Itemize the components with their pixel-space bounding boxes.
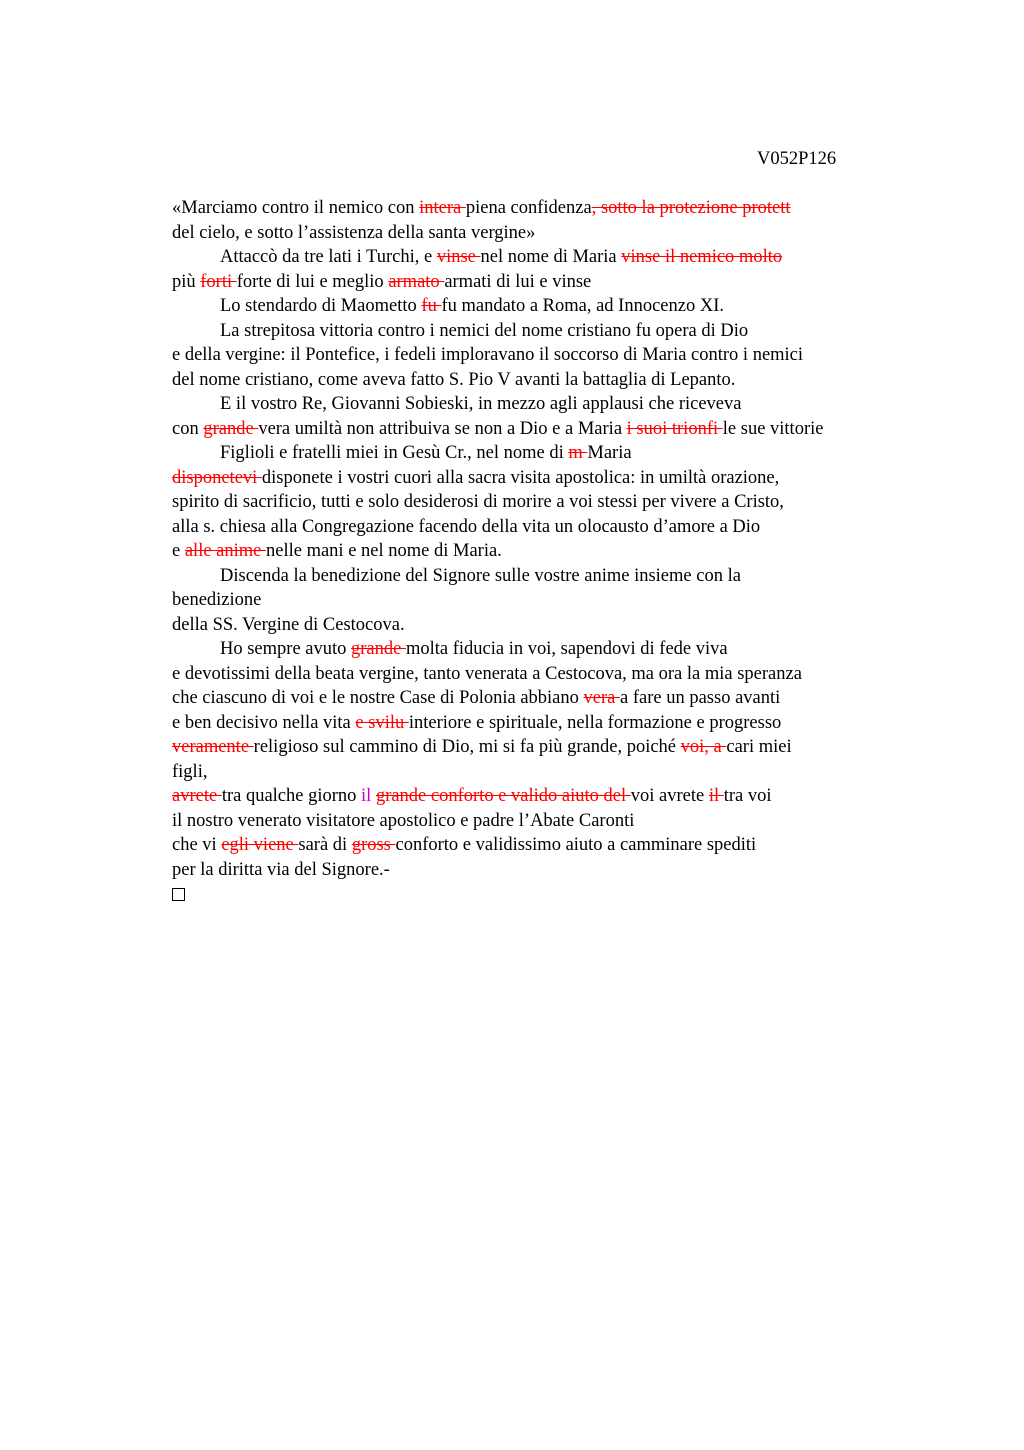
text-segment: della SS. Vergine di Cestocova. <box>172 614 405 635</box>
deleted-text: vinse il nemico molto <box>621 247 783 267</box>
text-line <box>172 735 972 760</box>
text-segment: e ben decisivo nella vita <box>172 712 356 733</box>
text-line <box>172 637 972 662</box>
text-segment: tra voi <box>723 786 772 806</box>
text-segment: forte di lui e meglio <box>236 271 389 292</box>
text-segment: e <box>172 541 185 561</box>
text-segment: disponete i vostri cuori alla sacra visita apostolica: in umiltà orazione, <box>261 467 780 488</box>
text-segment: vera umiltà non attribuiva se non a Dio e a Maria <box>258 418 627 439</box>
deleted-text: grande <box>203 418 259 439</box>
text-segment: interiore e spirituale, nella formazione e progresso <box>408 712 782 733</box>
text-line <box>172 809 972 834</box>
deleted-text: vinse <box>436 247 481 267</box>
page-identifier: V052P126 <box>757 149 837 169</box>
text-segment: e della vergine: il Pontefice, i fedeli imploravano il soccorso di Maria contro i nemici <box>172 345 804 365</box>
text-segment: Attaccò da tre lati i Turchi, e <box>220 247 437 267</box>
text-segment: del nome cristiano, come aveva fatto S. Pio V avanti la battaglia di Lepanto. <box>172 369 736 390</box>
deleted-text: gross <box>351 835 396 855</box>
text-line <box>172 294 972 319</box>
text-segment: voi avrete <box>630 786 709 806</box>
text-segment: con <box>172 418 204 439</box>
text-line <box>172 466 972 491</box>
text-segment: piena confidenza <box>465 198 592 218</box>
text-segment: spirito di sacrificio, tutti e solo desiderosi di morire a voi stessi per vivere a Cristo, <box>172 492 784 512</box>
text-segment: del cielo, e sotto l’assistenza della santa vergine» <box>172 222 536 243</box>
text-line <box>172 319 972 344</box>
deleted-text: disponetevi <box>172 467 262 488</box>
text-segment: «Marciamo contro il nemico con <box>172 198 420 218</box>
text-line <box>172 833 972 858</box>
deleted-text: intera <box>419 198 466 218</box>
text-segment: le sue vittorie <box>722 418 824 439</box>
text-line <box>172 490 972 515</box>
text-segment: Discenda la benedizione del Signore sulle vostre anime insieme con la <box>220 565 741 586</box>
text-line <box>172 221 972 246</box>
text-segment: conforto e validissimo aiuto a camminare spediti <box>395 835 757 855</box>
text-line <box>172 196 972 221</box>
text-segment: tra qualche giorno <box>221 786 362 806</box>
text-line <box>172 588 972 613</box>
text-line <box>172 441 972 466</box>
text-line <box>172 711 972 736</box>
text-segment: nel nome di Maria <box>480 247 622 267</box>
deleted-text: armato <box>388 271 445 292</box>
deleted-text: grande conforto e valido aiuto del <box>375 786 631 806</box>
text-segment: Lo stendardo di Maometto <box>220 296 422 316</box>
text-line <box>172 539 972 564</box>
text-line <box>172 392 972 417</box>
text-segment: per la diritta via del Signore.- <box>172 859 390 880</box>
deleted-text: il <box>708 786 724 806</box>
text-segment: Figlioli e fratelli miei in Gesù Cr., nel nome di <box>220 443 569 463</box>
inserted-text: il <box>361 786 372 806</box>
deleted-text: i suoi trionfi <box>626 418 723 439</box>
deleted-text: alle anime <box>184 541 266 561</box>
deleted-text: voi, a <box>680 737 727 757</box>
text-line <box>172 662 972 687</box>
text-line <box>172 613 972 638</box>
deleted-text: egli viene <box>221 835 299 855</box>
deleted-text: fu <box>421 296 442 316</box>
text-line <box>172 270 972 295</box>
text-line <box>172 686 972 711</box>
text-segment: Maria <box>587 443 632 463</box>
text-segment: nelle mani e nel nome di Maria. <box>266 541 502 561</box>
text-line <box>172 784 972 809</box>
text-segment: il nostro venerato visitatore apostolico e padre l’Abate Caronti <box>172 810 635 831</box>
text-line <box>172 515 972 540</box>
end-mark-line <box>172 882 972 907</box>
text-segment: cari miei <box>726 737 792 757</box>
text-segment: a fare un passo avanti <box>620 688 781 708</box>
text-segment: E il vostro Re, Giovanni Sobieski, in mezzo agli applausi che riceveva <box>220 394 742 414</box>
empty-box-icon <box>172 888 185 901</box>
text-line <box>172 245 972 270</box>
deleted-text: , sotto la protezione protett <box>591 198 791 218</box>
deleted-text: m <box>568 443 588 463</box>
text-line <box>172 564 972 589</box>
text-line <box>172 417 972 442</box>
text-segment: figli, <box>172 761 208 782</box>
text-segment: alla s. chiesa alla Congregazione facendo della vita un olocausto d’amore a Dio <box>172 516 761 537</box>
text-segment: che ciascuno di voi e le nostre Case di Polonia abbiano <box>172 688 584 708</box>
text-segment: e devotissimi della beata vergine, tanto venerata a Cestocova, ma ora la mia speranza <box>172 663 802 684</box>
text-segment: La strepitosa vittoria contro i nemici del nome cristiano fu opera di Dio <box>220 320 749 341</box>
text-line <box>172 760 972 785</box>
deleted-text: avrete <box>172 786 222 806</box>
text-line <box>172 368 972 393</box>
deleted-text: grande <box>351 639 406 659</box>
deleted-text: forti <box>200 271 237 292</box>
document-body <box>172 196 972 907</box>
text-segment: armati di lui e vinse <box>444 271 592 292</box>
text-segment: sarà di <box>298 835 352 855</box>
text-segment: molta fiducia in voi, sapendovi di fede viva <box>405 639 728 659</box>
deleted-text: e svilu <box>355 712 409 733</box>
deleted-text: veramente <box>172 737 254 757</box>
text-segment: che vi <box>172 835 222 855</box>
text-segment: fu mandato a Roma, ad Innocenzo XI. <box>441 296 724 316</box>
text-line <box>172 858 972 883</box>
text-segment: religioso sul cammino di Dio, mi si fa più grande, poiché <box>253 737 681 757</box>
text-segment: più <box>172 271 201 292</box>
text-segment: benedizione <box>172 590 262 610</box>
deleted-text: vera <box>583 688 620 708</box>
text-line <box>172 343 972 368</box>
text-segment: Ho sempre avuto <box>220 639 352 659</box>
